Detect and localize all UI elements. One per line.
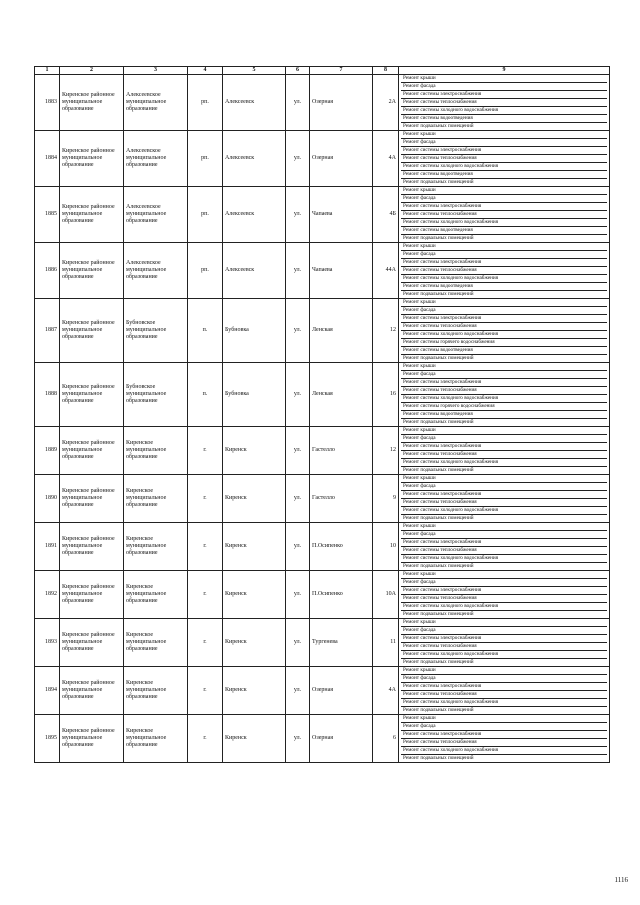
- work-item: Ремонт подвальных помещений: [403, 355, 474, 361]
- work-item: Ремонт системы теплоснабжения: [401, 451, 607, 459]
- works-cell: [399, 427, 610, 475]
- locality-cell: Алексеевск: [223, 187, 286, 243]
- work-item: Ремонт подвальных помещений: [403, 467, 474, 473]
- district-cell: Киренское районное муниципальное образование: [60, 571, 124, 619]
- work-item: Ремонт системы холодного водоснабжения: [401, 459, 607, 467]
- table-row: [35, 715, 610, 763]
- work-item: Ремонт системы водоотведения: [401, 115, 607, 123]
- table-row: [35, 523, 610, 571]
- settlement-cell: Киренское муниципальное образование: [124, 667, 188, 715]
- works-cell: [399, 475, 610, 523]
- work-item: Ремонт системы электроснабжения: [401, 491, 607, 499]
- work-item: Ремонт подвальных помещений: [403, 179, 474, 185]
- locality-cell: Алексеевск: [223, 75, 286, 131]
- work-item: Ремонт системы водоотведения: [401, 227, 607, 235]
- works-cell: [399, 243, 610, 299]
- works-cell: [399, 715, 610, 763]
- work-item: Ремонт системы холодного водоснабжения: [401, 275, 607, 283]
- work-item: Ремонт системы электроснабжения: [401, 259, 607, 267]
- street-type-cell: ул.: [286, 75, 310, 131]
- work-item: Ремонт крыши: [401, 427, 607, 435]
- work-item: Ремонт крыши: [401, 187, 607, 195]
- work-item: Ремонт системы холодного водоснабжения: [401, 219, 607, 227]
- work-item: Ремонт фасада: [401, 435, 607, 443]
- street-type-cell: ул.: [286, 243, 310, 299]
- street-cell: Чапаева: [310, 187, 373, 243]
- street-cell: Озерная: [310, 75, 373, 131]
- work-item: Ремонт фасада: [401, 579, 607, 587]
- district-cell: Киренское районное муниципальное образование: [60, 619, 124, 667]
- work-item: Ремонт системы электроснабжения: [401, 379, 607, 387]
- work-item: Ремонт системы теплоснабжения: [401, 547, 607, 555]
- work-item: Ремонт подвальных помещений: [403, 755, 474, 761]
- work-item: Ремонт крыши: [401, 475, 607, 483]
- col-header: 1: [35, 67, 60, 75]
- street-type-cell: ул.: [286, 299, 310, 363]
- work-item: Ремонт крыши: [401, 75, 607, 83]
- work-item: Ремонт подвальных помещений: [403, 291, 474, 297]
- table-row: [35, 187, 610, 243]
- house-number-cell: 9: [373, 475, 399, 523]
- work-item: Ремонт системы теплоснабжения: [401, 267, 607, 275]
- house-number-cell: 11: [373, 619, 399, 667]
- house-number-cell: 10: [373, 523, 399, 571]
- street-type-cell: ул.: [286, 571, 310, 619]
- work-item: Ремонт системы теплоснабжения: [401, 211, 607, 219]
- settlement-type-cell: г.: [188, 571, 223, 619]
- settlement-type-cell: г.: [188, 667, 223, 715]
- col-header: 9: [399, 67, 610, 75]
- work-item: Ремонт системы холодного водоснабжения: [401, 555, 607, 563]
- work-item: Ремонт крыши: [401, 243, 607, 251]
- table-row: [35, 619, 610, 667]
- street-type-cell: ул.: [286, 363, 310, 427]
- work-item: Ремонт системы холодного водоснабжения: [401, 107, 607, 115]
- work-item: Ремонт подвальных помещений: [403, 515, 474, 521]
- locality-cell: Киренск: [223, 571, 286, 619]
- house-number-cell: 4Б: [373, 187, 399, 243]
- work-item: Ремонт крыши: [401, 571, 607, 579]
- settlement-cell: Бубновское муниципальное образование: [124, 363, 188, 427]
- settlement-cell: Киренское муниципальное образование: [124, 571, 188, 619]
- work-item: Ремонт системы теплоснабжения: [401, 499, 607, 507]
- settlement-type-cell: г.: [188, 619, 223, 667]
- district-cell: Киренское районное муниципальное образование: [60, 427, 124, 475]
- street-cell: Гастелло: [310, 427, 373, 475]
- work-item: Ремонт фасада: [401, 195, 607, 203]
- district-cell: Киренское районное муниципальное образование: [60, 75, 124, 131]
- locality-cell: Киренск: [223, 715, 286, 763]
- locality-cell: Алексеевск: [223, 131, 286, 187]
- locality-cell: Киренск: [223, 667, 286, 715]
- table-row: [35, 571, 610, 619]
- work-item: Ремонт фасада: [401, 675, 607, 683]
- settlement-cell: Бубновское муниципальное образование: [124, 299, 188, 363]
- work-item: Ремонт подвальных помещений: [403, 419, 474, 425]
- district-cell: Киренское районное муниципальное образование: [60, 299, 124, 363]
- settlement-cell: Алексеевское муниципальное образование: [124, 187, 188, 243]
- work-item: Ремонт фасада: [401, 307, 607, 315]
- district-cell: Киренское районное муниципальное образование: [60, 667, 124, 715]
- settlement-cell: Киренское муниципальное образование: [124, 619, 188, 667]
- works-cell: [399, 619, 610, 667]
- work-item: Ремонт системы электроснабжения: [401, 635, 607, 643]
- col-header: 5: [223, 67, 286, 75]
- settlement-cell: Алексеевское муниципальное образование: [124, 243, 188, 299]
- work-item: Ремонт крыши: [401, 715, 607, 723]
- locality-cell: Киренск: [223, 427, 286, 475]
- col-header: 2: [60, 67, 124, 75]
- row-number: 1894: [35, 667, 60, 715]
- house-number-cell: 16: [373, 363, 399, 427]
- work-item: Ремонт подвальных помещений: [403, 563, 474, 569]
- page-number: 1116: [614, 876, 628, 884]
- work-item: Ремонт фасада: [401, 627, 607, 635]
- work-item: Ремонт системы водоотведения: [401, 411, 607, 419]
- work-item: Ремонт системы электроснабжения: [401, 443, 607, 451]
- row-number: 1888: [35, 363, 60, 427]
- street-type-cell: ул.: [286, 667, 310, 715]
- locality-cell: Бубновка: [223, 299, 286, 363]
- work-item: Ремонт системы холодного водоснабжения: [401, 651, 607, 659]
- col-header: 7: [310, 67, 373, 75]
- work-item: Ремонт крыши: [401, 619, 607, 627]
- district-cell: Киренское районное муниципальное образование: [60, 475, 124, 523]
- row-number: 1893: [35, 619, 60, 667]
- row-number: 1891: [35, 523, 60, 571]
- table-row: [35, 475, 610, 523]
- col-header: 3: [124, 67, 188, 75]
- table-row: [35, 363, 610, 427]
- work-item: Ремонт крыши: [401, 363, 607, 371]
- locality-cell: Киренск: [223, 619, 286, 667]
- work-item: Ремонт системы теплоснабжения: [401, 323, 607, 331]
- district-cell: Киренское районное муниципальное образование: [60, 187, 124, 243]
- settlement-cell: Алексеевское муниципальное образование: [124, 131, 188, 187]
- work-item: Ремонт системы электроснабжения: [401, 587, 607, 595]
- row-number: 1889: [35, 427, 60, 475]
- work-item: Ремонт системы электроснабжения: [401, 315, 607, 323]
- district-cell: Киренское районное муниципальное образование: [60, 523, 124, 571]
- settlement-type-cell: п.: [188, 299, 223, 363]
- street-type-cell: ул.: [286, 187, 310, 243]
- work-item: Ремонт системы холодного водоснабжения: [401, 507, 607, 515]
- work-item: Ремонт системы холодного водоснабжения: [401, 163, 607, 171]
- work-item: Ремонт системы теплоснабжения: [401, 387, 607, 395]
- work-item: Ремонт системы холодного водоснабжения: [401, 395, 607, 403]
- works-cell: [399, 187, 610, 243]
- work-item: Ремонт системы теплоснабжения: [401, 595, 607, 603]
- street-cell: Чапаева: [310, 243, 373, 299]
- work-item: Ремонт системы холодного водоснабжения: [401, 699, 607, 707]
- table-row: [35, 299, 610, 363]
- work-item: Ремонт крыши: [401, 523, 607, 531]
- street-type-cell: ул.: [286, 475, 310, 523]
- row-number: 1895: [35, 715, 60, 763]
- work-item: Ремонт фасада: [401, 251, 607, 259]
- row-number: 1883: [35, 75, 60, 131]
- locality-cell: Бубновка: [223, 363, 286, 427]
- table-row: [35, 75, 610, 131]
- works-cell: [399, 75, 610, 131]
- district-cell: Киренское районное муниципальное образование: [60, 131, 124, 187]
- work-item: Ремонт подвальных помещений: [403, 235, 474, 241]
- locality-cell: Киренск: [223, 475, 286, 523]
- settlement-type-cell: п.: [188, 363, 223, 427]
- district-cell: Киренское районное муниципальное образование: [60, 243, 124, 299]
- work-item: Ремонт подвальных помещений: [403, 123, 474, 129]
- work-item: Ремонт крыши: [401, 131, 607, 139]
- work-item: Ремонт фасада: [401, 83, 607, 91]
- settlement-cell: Киренское муниципальное образование: [124, 523, 188, 571]
- settlement-type-cell: рп.: [188, 243, 223, 299]
- col-header: 8: [373, 67, 399, 75]
- street-cell: Ленская: [310, 363, 373, 427]
- house-number-cell: 12: [373, 427, 399, 475]
- work-item: Ремонт системы теплоснабжения: [401, 691, 607, 699]
- street-cell: П.Осипенко: [310, 523, 373, 571]
- table-row: [35, 131, 610, 187]
- work-item: Ремонт фасада: [401, 371, 607, 379]
- street-cell: Озерная: [310, 667, 373, 715]
- col-header: 4: [188, 67, 223, 75]
- header-row: [35, 67, 610, 75]
- work-item: Ремонт подвальных помещений: [403, 611, 474, 617]
- street-cell: Озерная: [310, 715, 373, 763]
- work-item: Ремонт подвальных помещений: [403, 659, 474, 665]
- work-item: Ремонт фасада: [401, 531, 607, 539]
- work-item: Ремонт системы теплоснабжения: [401, 155, 607, 163]
- work-item: Ремонт фасада: [401, 483, 607, 491]
- locality-cell: Киренск: [223, 523, 286, 571]
- street-cell: Тургенева: [310, 619, 373, 667]
- works-cell: [399, 131, 610, 187]
- works-cell: [399, 363, 610, 427]
- district-cell: Киренское районное муниципальное образование: [60, 363, 124, 427]
- street-type-cell: ул.: [286, 427, 310, 475]
- house-number-cell: 44А: [373, 243, 399, 299]
- settlement-cell: Алексеевское муниципальное образование: [124, 75, 188, 131]
- settlement-type-cell: рп.: [188, 187, 223, 243]
- work-item: Ремонт фасада: [401, 723, 607, 731]
- table-row: [35, 243, 610, 299]
- work-item: Ремонт системы теплоснабжения: [401, 643, 607, 651]
- work-item: Ремонт системы электроснабжения: [401, 683, 607, 691]
- house-number-cell: 10А: [373, 571, 399, 619]
- table-body: [35, 75, 610, 763]
- work-item: Ремонт системы холодного водоснабжения: [401, 331, 607, 339]
- work-item: Ремонт системы электроснабжения: [401, 91, 607, 99]
- house-number-cell: 6: [373, 715, 399, 763]
- work-item: Ремонт системы водоотведения: [401, 347, 607, 355]
- work-item: Ремонт подвальных помещений: [403, 707, 474, 713]
- work-item: Ремонт системы горячего водоснабжения: [401, 339, 607, 347]
- work-item: Ремонт системы электроснабжения: [401, 203, 607, 211]
- work-item: Ремонт системы теплоснабжения: [401, 739, 607, 747]
- street-type-cell: ул.: [286, 715, 310, 763]
- work-item: Ремонт системы холодного водоснабжения: [401, 747, 607, 755]
- work-item: Ремонт крыши: [401, 299, 607, 307]
- street-cell: П.Осипенко: [310, 571, 373, 619]
- work-item: Ремонт фасада: [401, 139, 607, 147]
- work-item: Ремонт крыши: [401, 667, 607, 675]
- settlement-cell: Киренское муниципальное образование: [124, 427, 188, 475]
- works-cell: [399, 667, 610, 715]
- settlement-type-cell: г.: [188, 523, 223, 571]
- district-cell: Киренское районное муниципальное образование: [60, 715, 124, 763]
- col-header: 6: [286, 67, 310, 75]
- house-number-cell: 2А: [373, 75, 399, 131]
- house-number-cell: 4А: [373, 667, 399, 715]
- street-type-cell: ул.: [286, 619, 310, 667]
- settlement-type-cell: рп.: [188, 75, 223, 131]
- street-cell: Озерная: [310, 131, 373, 187]
- street-type-cell: ул.: [286, 131, 310, 187]
- works-cell: [399, 523, 610, 571]
- settlement-type-cell: г.: [188, 427, 223, 475]
- row-number: 1890: [35, 475, 60, 523]
- row-number: 1884: [35, 131, 60, 187]
- street-type-cell: ул.: [286, 523, 310, 571]
- row-number: 1892: [35, 571, 60, 619]
- house-number-cell: 12: [373, 299, 399, 363]
- work-item: Ремонт системы электроснабжения: [401, 147, 607, 155]
- work-item: Ремонт системы теплоснабжения: [401, 99, 607, 107]
- settlement-type-cell: г.: [188, 475, 223, 523]
- works-cell: [399, 299, 610, 363]
- locality-cell: Алексеевск: [223, 243, 286, 299]
- settlement-cell: Киренское муниципальное образование: [124, 475, 188, 523]
- work-item: Ремонт системы электроснабжения: [401, 539, 607, 547]
- settlement-type-cell: рп.: [188, 131, 223, 187]
- street-cell: Ленская: [310, 299, 373, 363]
- row-number: 1887: [35, 299, 60, 363]
- repair-schedule-table: [34, 66, 610, 763]
- work-item: Ремонт системы водоотведения: [401, 283, 607, 291]
- table-row: [35, 427, 610, 475]
- table-row: [35, 667, 610, 715]
- works-cell: [399, 571, 610, 619]
- work-item: Ремонт системы водоотведения: [401, 171, 607, 179]
- settlement-cell: Киренское муниципальное образование: [124, 715, 188, 763]
- row-number: 1885: [35, 187, 60, 243]
- settlement-type-cell: г.: [188, 715, 223, 763]
- house-number-cell: 4А: [373, 131, 399, 187]
- work-item: Ремонт системы холодного водоснабжения: [401, 603, 607, 611]
- street-cell: Гастелло: [310, 475, 373, 523]
- work-item: Ремонт системы электроснабжения: [401, 731, 607, 739]
- row-number: 1886: [35, 243, 60, 299]
- work-item: Ремонт системы горячего водоснабжения: [401, 403, 607, 411]
